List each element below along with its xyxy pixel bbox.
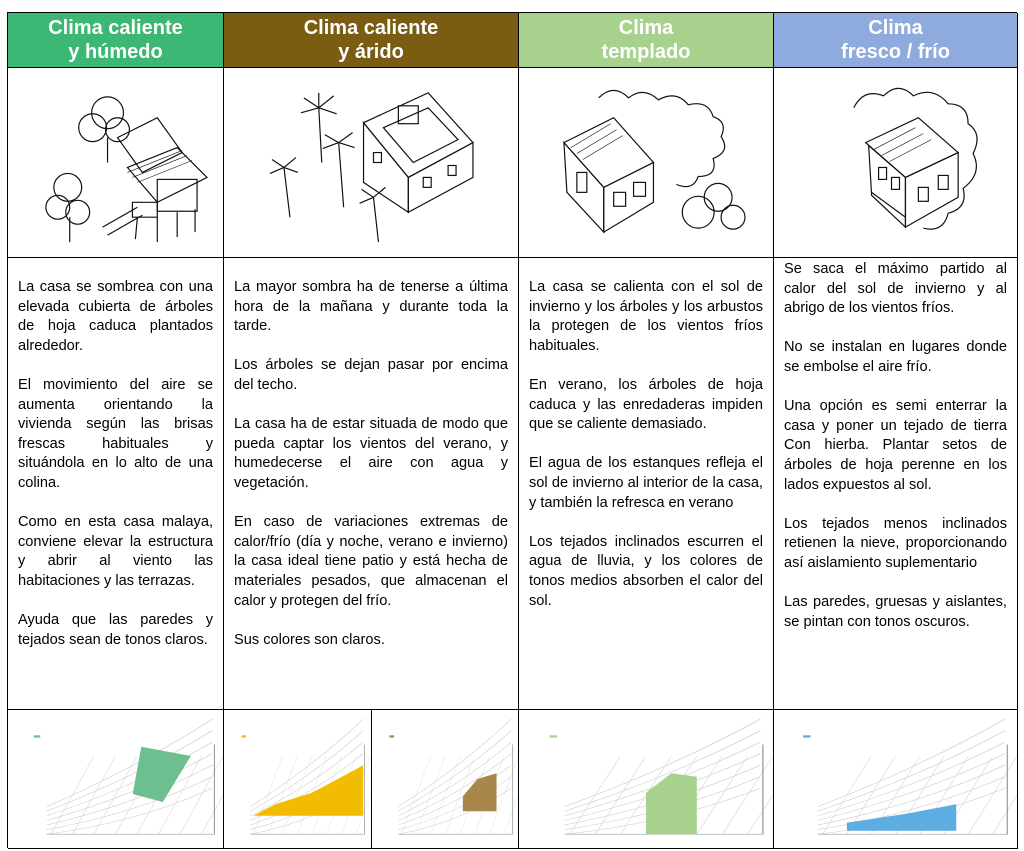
humidity-curve	[47, 788, 213, 834]
comfort-zone-area	[133, 747, 191, 802]
header-cold: Clima fresco / frío	[774, 13, 1018, 68]
climate-comparison-table	[7, 12, 1017, 848]
humidity-curve	[818, 754, 1005, 821]
enthalpy-line	[51, 756, 94, 834]
description-hot-humid	[8, 258, 224, 710]
enthalpy-line	[503, 756, 518, 834]
humidity-curve	[818, 742, 1005, 816]
tropical-stilt-house-icon	[8, 68, 224, 258]
paragraph: La casa se sombrea con una elevada cubierta de árboles de hoja caduca plantados alrededor.	[18, 279, 213, 354]
psychrometric-charts-hot-arid	[224, 710, 519, 849]
header-hot-humid: Clima caliente y húmedo	[8, 13, 224, 68]
description-temperate	[519, 258, 774, 710]
paragraph: Sus colores son claros.	[234, 631, 385, 648]
psychrometric-chart	[371, 710, 519, 848]
enthalpy-line	[595, 756, 646, 834]
psychrometric-svg	[224, 710, 371, 848]
legend-swatch	[242, 735, 246, 737]
courtyard-desert-house-icon	[224, 68, 519, 258]
comfort-zone-area	[646, 773, 697, 834]
humidity-curve	[47, 754, 213, 821]
paragraph: Las paredes, gruesas y aislantes, se pintan con tonos oscuros.	[784, 594, 1007, 630]
psychrometric-chart-hot-humid	[8, 710, 224, 849]
temperate-cottage-trees-icon	[519, 68, 774, 258]
description-hot-arid	[224, 258, 519, 710]
enthalpy-line	[73, 756, 116, 834]
enthalpy-line	[401, 756, 430, 834]
paragraph: El agua de los estanques refleja el sol de invierno al interior de la casa, y también la refresca en verano	[529, 455, 763, 511]
humidity-curve	[818, 731, 1005, 812]
enthalpy-line	[415, 756, 444, 834]
humidity-curve	[818, 719, 1005, 806]
legend-swatch	[549, 735, 557, 737]
comfort-zone-area	[462, 773, 496, 811]
paragraph: Como en esta casa malaya, conviene elevar la estructura y abrir al viento las habitaciones y las terrazas.	[18, 514, 213, 589]
enthalpy-line	[570, 756, 621, 834]
psychrometric-svg	[372, 710, 519, 848]
humidity-curve	[47, 719, 213, 806]
paragraph: Los tejados inclinados escurren el agua de lluvia, y los colores de tonos medios absorben el calor del sol.	[529, 533, 763, 609]
legend-swatch	[803, 735, 810, 737]
header-hot-arid: Clima caliente y árido	[224, 13, 519, 68]
paragraph: Los tejados menos inclinados retienen la nieve, proporcionando así aislamiento suplementario	[784, 515, 1007, 571]
paragraph: Se saca el máximo partido al calor del sol de invierno y al abrigo de los vientos fríos.	[784, 261, 1007, 317]
humidity-curve	[47, 765, 213, 825]
enthalpy-line	[722, 756, 773, 834]
description-cold	[774, 258, 1018, 710]
paragraph: No se instalan en lugares donde se embolse el aire frío.	[784, 339, 1007, 375]
psychrometric-chart-cold	[774, 710, 1018, 849]
humidity-curve	[47, 742, 213, 816]
psychrometric-svg	[519, 710, 773, 848]
legend-swatch	[389, 735, 393, 737]
paragraph: Una opción es semi enterrar la casa y poner un tejado de tierra Con hierba. Plantar setos de árboles de hoja perenne en los lados expuestos al sol.	[784, 398, 1007, 493]
psychrometric-chart	[774, 710, 1017, 848]
enthalpy-line	[430, 756, 459, 834]
enthalpy-line	[202, 756, 224, 834]
paragraph: La mayor sombra ha de tenerse a última hora de la mañana y durante toda la tarde.	[234, 279, 508, 335]
humidity-curve	[47, 777, 213, 830]
enthalpy-line	[253, 756, 282, 834]
paragraph: El movimiento del aire se aumenta orientando la vivienda según las brisas frescas habituales y situándola en lo alto de una colina.	[18, 376, 213, 491]
enthalpy-line	[268, 756, 297, 834]
enthalpy-line	[94, 756, 137, 834]
humidity-curve	[47, 731, 213, 812]
paragraph: La casa se calienta con el sol de invierno y los árboles y los arbustos la protegen de los vientos fríos habituales.	[529, 279, 763, 354]
enthalpy-line	[748, 756, 773, 834]
paragraph: En caso de variaciones extremas de calor/frío (día y noche, verano e invierno) la casa ideal tiene patio y está hecha de materiales pesados, que almacenan el calor y protegen del frío.	[234, 514, 508, 609]
psychrometric-chart-temperate	[519, 710, 774, 849]
paragraph: En verano, los árboles de hoja caduca y las enredaderas impiden que se caliente demasiado.	[529, 376, 763, 433]
psychrometric-chart	[519, 710, 773, 848]
legend-swatch	[34, 735, 40, 737]
paragraph: Ayuda que las paredes y tejados sean de tonos claros.	[18, 612, 213, 648]
enthalpy-line	[993, 756, 1017, 834]
enthalpy-line	[180, 756, 223, 834]
cold-climate-house-icon	[774, 68, 1018, 258]
psychrometric-chart	[224, 710, 371, 848]
psychrometric-svg	[8, 710, 223, 848]
paragraph: Los árboles se dejan pasar por encima del techo.	[234, 357, 508, 393]
enthalpy-line	[968, 756, 1017, 834]
psychrometric-chart	[8, 710, 223, 848]
header-temperate: Clima templado	[519, 13, 774, 68]
paragraph: La casa ha de estar situada de modo que pueda captar los vientos del verano, y humedecerse el aire con agua y vegetación.	[234, 416, 508, 491]
psychrometric-svg	[774, 710, 1017, 848]
